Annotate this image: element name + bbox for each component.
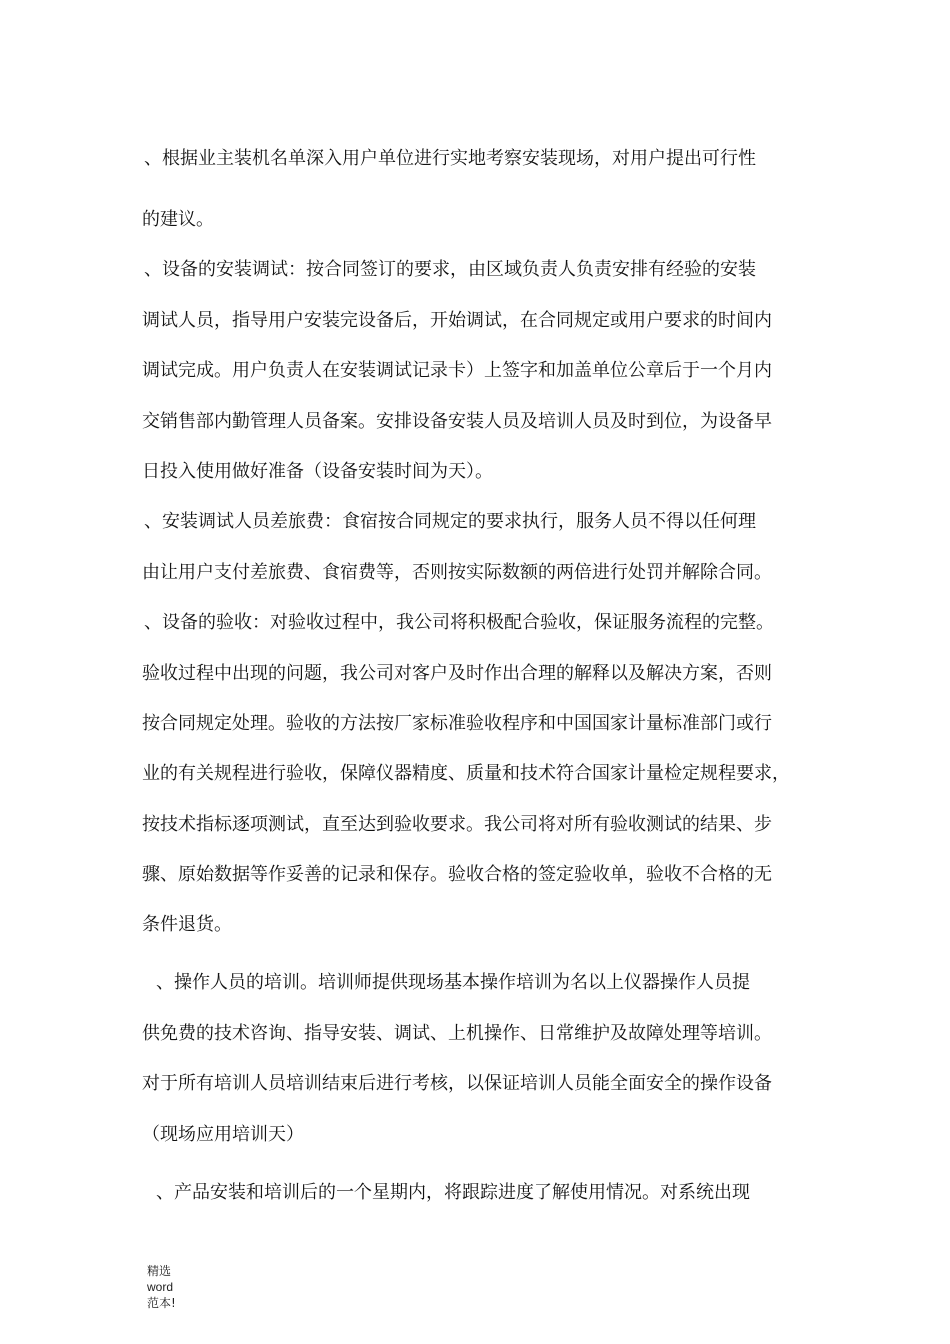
text-line: 、安装调试人员差旅费：食宿按合同规定的要求执行，服务人员不得以任何理 [144, 511, 756, 533]
text-line: 验收过程中出现的问题，我公司对客户及时作出合理的解释以及解决方案，否则 [142, 662, 772, 684]
text-line: （现场应用培训天） [142, 1123, 304, 1145]
text-line: 交销售部内勤管理人员备案。安排设备安装人员及培训人员及时到位，为设备早 [142, 410, 772, 432]
text-line: 按合同规定处理。验收的方法按厂家标准验收程序和中国国家计量标准部门或行 [142, 712, 772, 734]
text-line: 对于所有培训人员培训结束后进行考核，以保证培训人员能全面安全的操作设备 [142, 1073, 772, 1095]
text-line: 供免费的技术咨询、指导安装、调试、上机操作、日常维护及故障处理等培训。 [142, 1022, 772, 1044]
text-line: 日投入使用做好准备（设备安装时间为天）。 [142, 460, 493, 482]
document-body [142, 140, 822, 1224]
footer-line: 精选 [147, 1264, 172, 1278]
text-line: 、设备的安装调试：按合同签订的要求，由区域负责人负责安排有经验的安装 [144, 259, 756, 281]
text-line: 、设备的验收：对验收过程中，我公司将积极配合验收，保证服务流程的完整。 [144, 612, 774, 634]
text-line: 、根据业主装机名单深入用户单位进行实地考察安装现场，对用户提出可行性 [144, 148, 756, 169]
footer-note [147, 1263, 176, 1311]
text-line: 调试人员，指导用户安装完设备后，开始调试，在合同规定或用户要求的时间内 [142, 309, 772, 331]
text-line: 骤、原始数据等作妥善的记录和保存。验收合格的签定验收单，验收不合格的无 [142, 864, 772, 886]
text-line: 调试完成。用户负责人在安装调试记录卡）上签字和加盖单位公章后于一个月内 [142, 360, 772, 382]
text-line: 、操作人员的培训。培训师提供现场基本操作培训为名以上仪器操作人员提 [156, 972, 750, 994]
footer-line: word [147, 1280, 174, 1294]
footer-line: 范本! [147, 1296, 176, 1310]
text-line: 业的有关规程进行验收，保障仪器精度、质量和技术符合国家计量检定规程要求， [142, 763, 790, 785]
text-line: 的建议。 [142, 209, 214, 230]
text-line: 按技术指标逐项测试，直至达到验收要求。我公司将对所有验收测试的结果、步 [142, 813, 772, 835]
text-line: 条件退货。 [142, 914, 232, 936]
text-line: 、产品安装和培训后的一个星期内，将跟踪进度了解使用情况。对系统出现 [156, 1181, 750, 1203]
text-line: 由让用户支付差旅费、食宿费等，否则按实际数额的两倍进行处罚并解除合同。 [142, 561, 772, 583]
